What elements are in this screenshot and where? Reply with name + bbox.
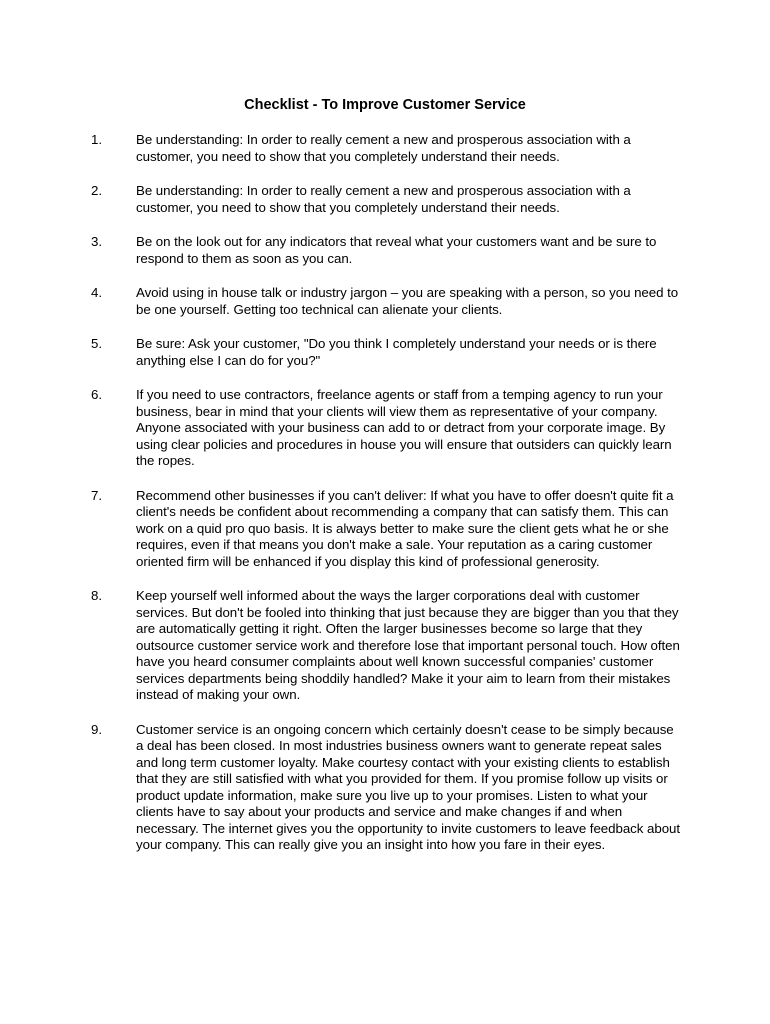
item-text: Be on the look out for any indicators that reveal what your customers want and be sure to respond to them as soon as you can. — [136, 234, 657, 266]
list-item — [0, 488, 770, 571]
item-text: Keep yourself well informed about the ways the larger corporations deal with customer services. But don't be fooled into thinking that just because they are bigger than you that they are automatically getting it right. Often the larger businesses become so large that they outsource customer service work and therefore lose that important personal touch. How often have you heard consumer complaints about well known successful companies' customer services departments being shoddily handled? Make it your aim to learn from their mistakes instead of making your own. — [136, 588, 680, 702]
checklist — [0, 132, 770, 872]
item-number: 6. — [91, 387, 103, 402]
list-item — [0, 132, 770, 165]
item-text: Be sure: Ask your customer, "Do you think I completely understand your needs or is there anything else I can do for you?" — [136, 336, 657, 368]
list-item — [0, 183, 770, 216]
item-text: Be understanding: In order to really cement a new and prosperous association with a customer, you need to show that you completely understand their needs. — [136, 132, 631, 164]
list-item — [0, 234, 770, 267]
item-text: If you need to use contractors, freelance agents or staff from a temping agency to run your business, bear in mind that your clients will view them as representative of your company. Anyone associated with your business can add to or detract from your corporate image. By using clear policies and procedures in house you will ensure that outsiders can quickly learn the ropes. — [136, 387, 672, 468]
item-number: 8. — [91, 588, 103, 603]
item-text: Be understanding: In order to really cement a new and prosperous association with a customer, you need to show that you completely understand their needs. — [136, 183, 631, 215]
page-title: Checklist - To Improve Customer Service — [244, 97, 526, 113]
list-item — [0, 387, 770, 470]
item-text: Customer service is an ongoing concern which certainly doesn't cease to be simply because a deal has been closed. In most industries business owners want to generate repeat sales and long term customer loyalty. Make courtesy contact with your existing clients to establish that they are still satisfied with what you provided for them. If you promise follow up visits or product update information, make sure you live up to your promises. Listen to what your clients have to say about your products and service and make changes if and when necessary. The internet gives you the opportunity to invite customers to leave feedback about your company. This can really give you an insight into how you fare in their eyes. — [136, 721, 681, 852]
item-number: 3. — [91, 234, 103, 249]
item-number: 1. — [91, 132, 103, 147]
list-item — [0, 722, 770, 854]
item-number: 9. — [91, 721, 103, 737]
item-number: 5. — [91, 336, 103, 351]
list-item — [0, 285, 770, 318]
item-text: Avoid using in house talk or industry jargon – you are speaking with a person, so you need to be one yourself. Getting too technical can alienate your clients. — [136, 285, 679, 317]
item-number: 2. — [91, 183, 103, 198]
item-number: 7. — [91, 487, 103, 503]
list-item — [0, 336, 770, 369]
item-number: 4. — [91, 285, 103, 300]
item-text: Recommend other businesses if you can't deliver: If what you have to offer doesn't quite fit a client's needs be confident about recommending a company that can satisfy them. This can work on a quid pro quo basis. It is always better to make sure the client gets what he or she requires, even if that means you don't make a sale. Your reputation as a caring customer oriented firm will be enhanced if you display this kind of professional generosity. — [136, 487, 674, 569]
list-item — [0, 588, 770, 704]
